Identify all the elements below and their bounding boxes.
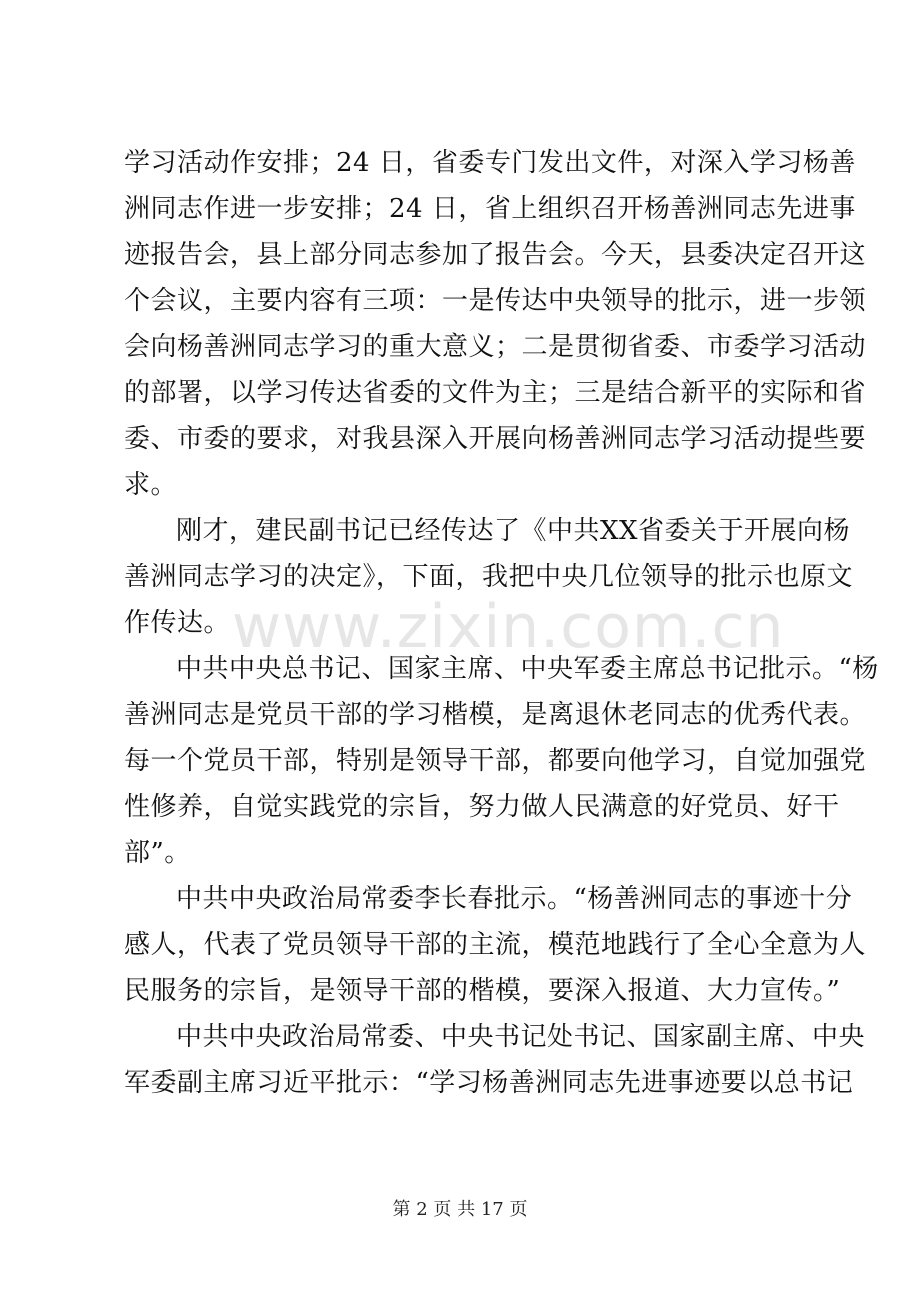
watermark: www.zixin.com.cn	[232, 592, 785, 662]
text-line: 部”。	[124, 838, 191, 868]
text-line: 会向杨善洲同志学习的重大意义；二是贯彻省委、市委学习活动	[124, 332, 867, 362]
paragraph-start-line: 中共中央总书记、国家主席、中央军委主席总书记批示。“杨	[176, 654, 879, 684]
text-line: 洲同志作进一步安排；24 日，省上组织召开杨善洲同志先进事	[124, 194, 856, 224]
paragraph-start-line: 刚才，建民副书记已经传达了《中共XX省委关于开展向杨	[176, 516, 851, 546]
text-line: 善洲同志是党员干部的学习楷模，是离退休老同志的优秀代表。	[124, 700, 867, 730]
text-line: 每一个党员干部，特别是领导干部，都要向他学习，自觉加强党	[124, 746, 867, 776]
text-line: 求。	[124, 470, 178, 500]
paragraph-start-line: 中共中央政治局常委、中央书记处书记、国家副主席、中央	[176, 1022, 866, 1052]
text-line: 学习活动作安排；24 日，省委专门发出文件，对深入学习杨善	[124, 148, 856, 178]
text-line: 迹报告会，县上部分同志参加了报告会。今天，县委决定召开这	[124, 240, 867, 270]
text-line: 感人，代表了党员领导干部的主流，模范地践行了全心全意为人	[124, 930, 867, 960]
text-line: 个会议，主要内容有三项：一是传达中央领导的批示，进一步领	[124, 286, 867, 316]
text-line: 委、市委的要求，对我县深入开展向杨善洲同志学习活动提些要	[124, 424, 867, 454]
text-line: 善洲同志学习的决定》，下面，我把中央几位领导的批示也原文	[124, 562, 854, 592]
text-line: 的部署，以学习传达省委的文件为主；三是结合新平的实际和省	[124, 378, 867, 408]
text-line: 作传达。	[124, 608, 231, 638]
page-footer: 第 2 页 共 17 页	[392, 1199, 528, 1220]
body-text	[124, 140, 879, 1106]
text-line: 军委副主席习近平批示：“学习杨善洲同志先进事迹要以总书记	[124, 1068, 854, 1098]
text-line: 民服务的宗旨，是领导干部的楷模，要深入报道、大力宣传。”	[124, 976, 841, 1006]
text-line: 性修养，自觉实践党的宗旨，努力做人民满意的好党员、好干	[124, 792, 840, 822]
paragraph-start-line: 中共中央政治局常委李长春批示。“杨善洲同志的事迹十分	[176, 884, 853, 914]
